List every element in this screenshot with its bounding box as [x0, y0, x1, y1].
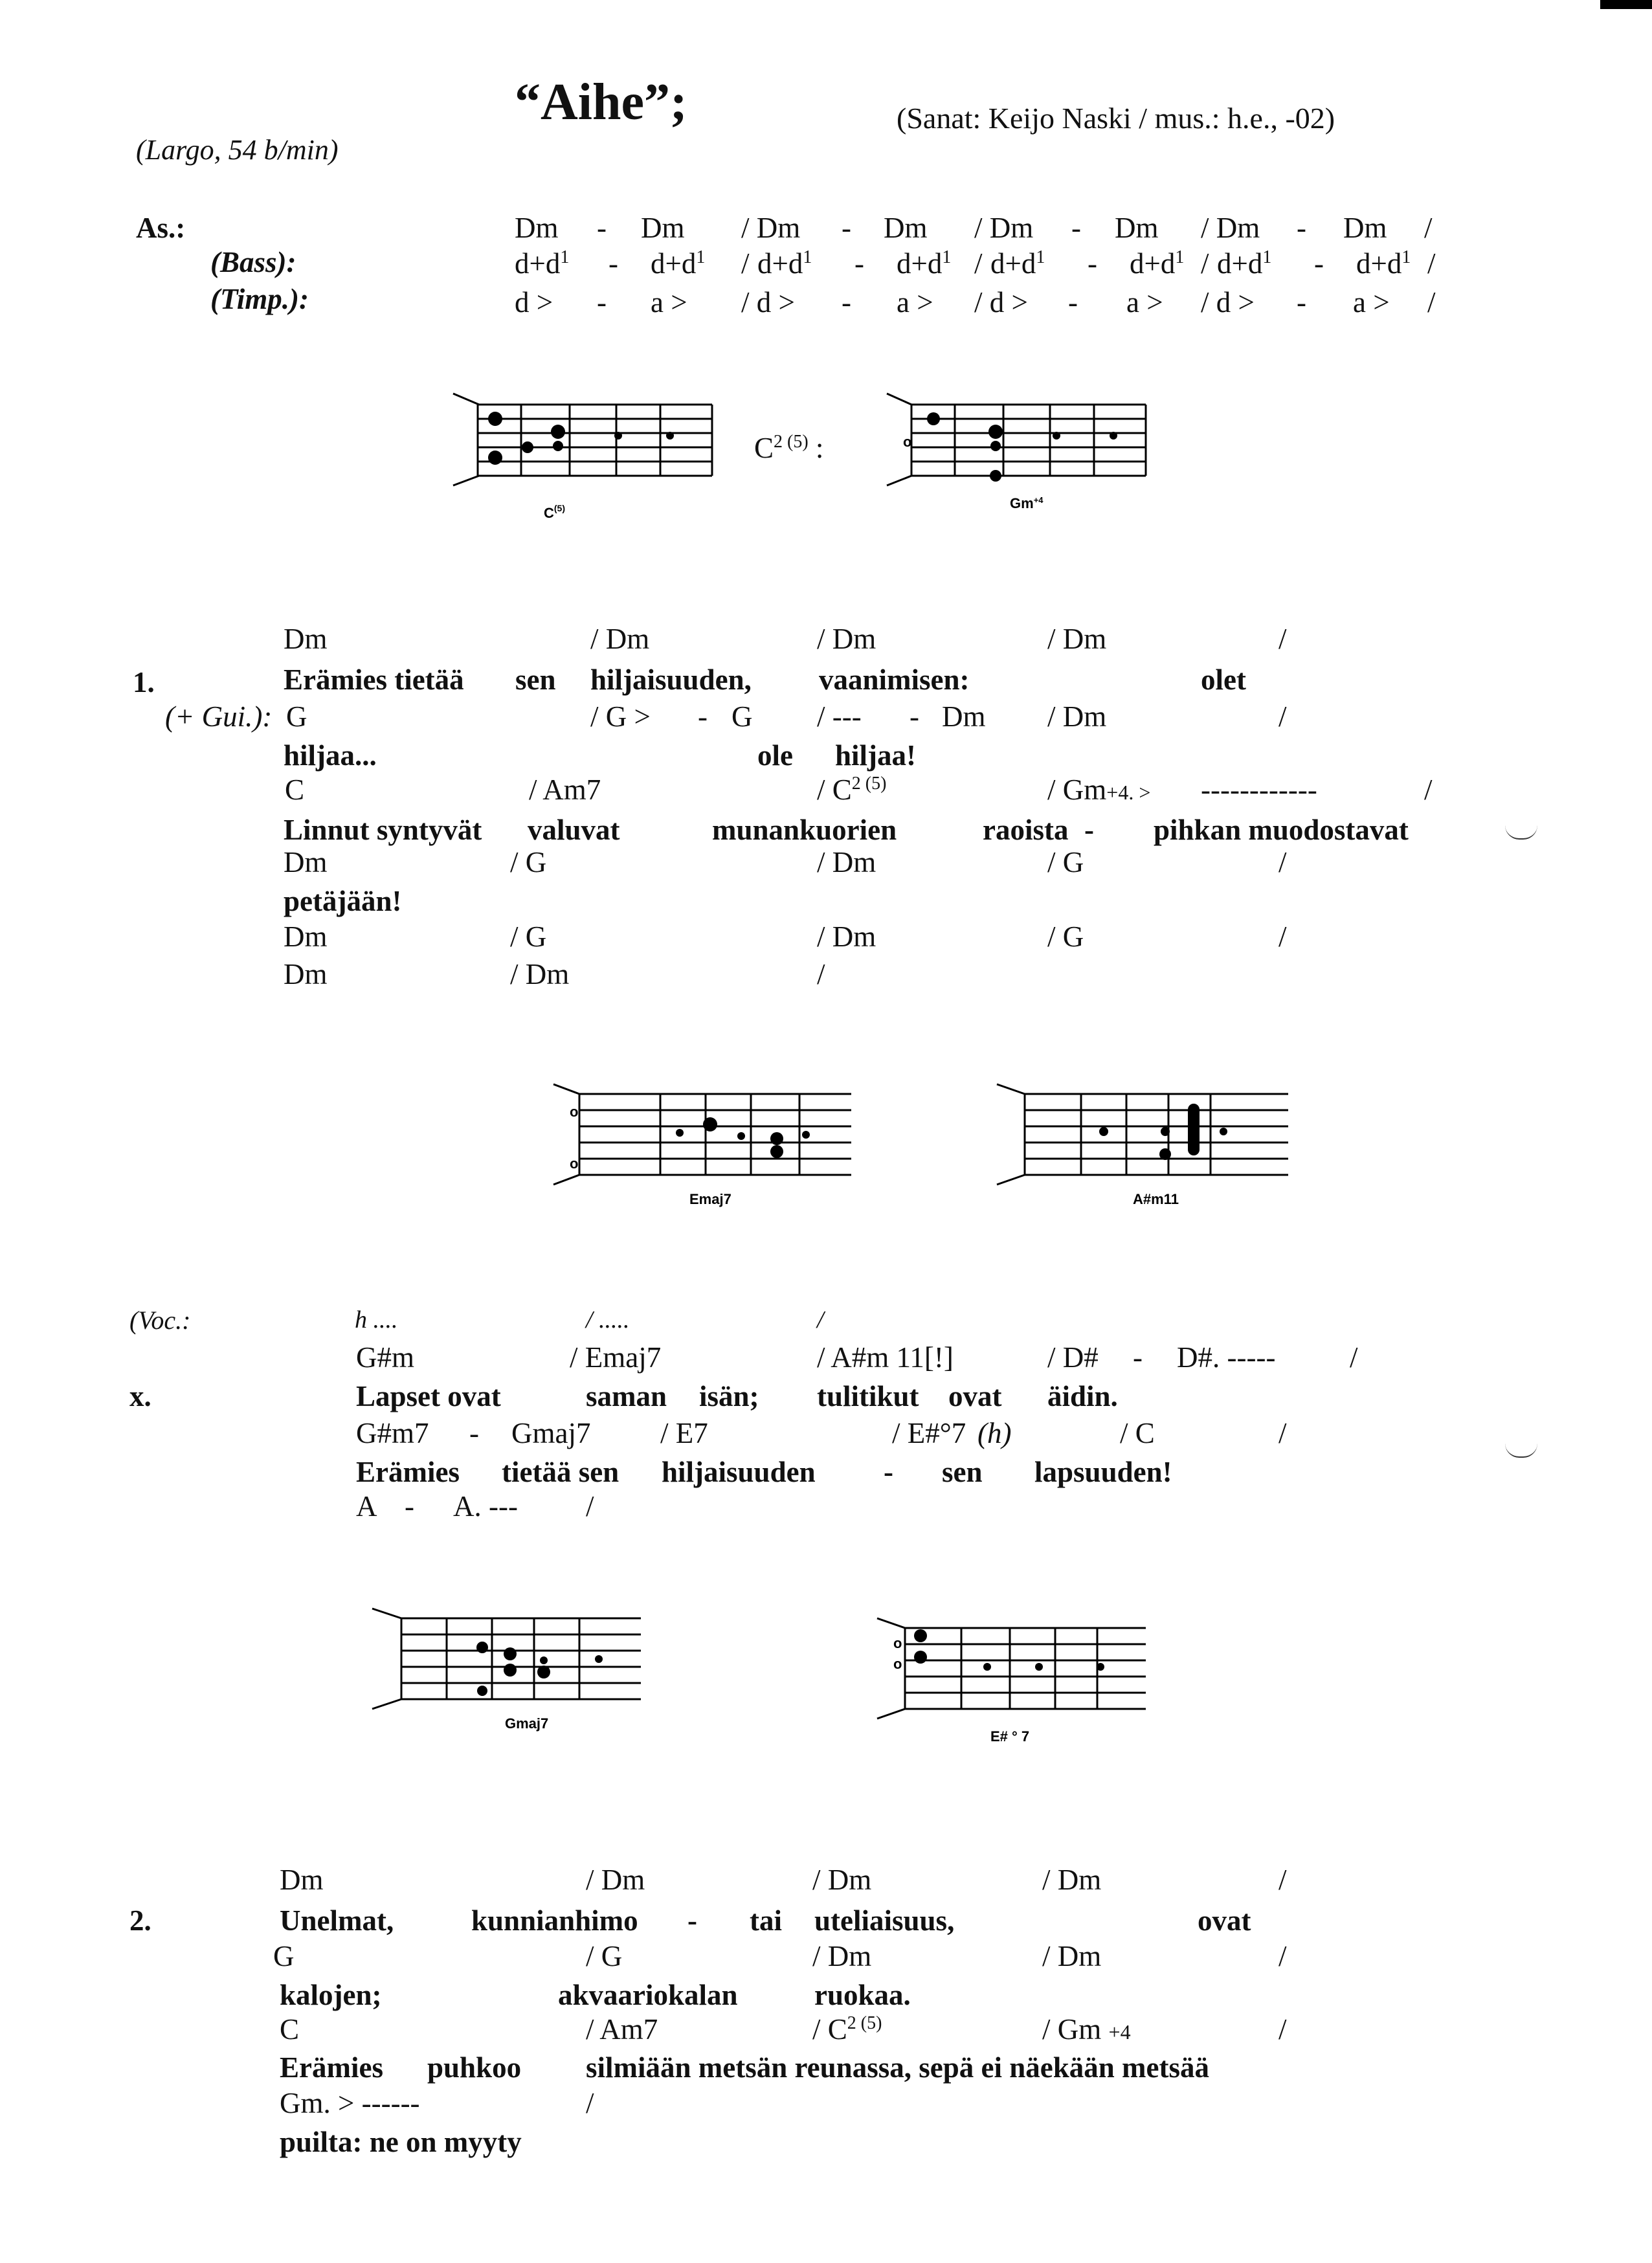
chord: Dm: [942, 700, 986, 733]
lyric: sen: [942, 1456, 983, 1488]
chord: / G >: [590, 700, 651, 733]
intro-label: As.:: [136, 212, 186, 244]
chord: / Dm: [974, 212, 1034, 244]
chord: /: [586, 1490, 594, 1522]
lyric: petäjään!: [284, 885, 402, 917]
diagram-label-gm4: $Gm^{+4}$: [1010, 495, 1044, 511]
chord: Dm: [280, 1864, 324, 1896]
timp-note: a >: [1353, 286, 1390, 318]
timp-note: a >: [1126, 286, 1163, 318]
chord: Dm: [1343, 212, 1387, 244]
lyric: pihkan muodostavat: [1154, 814, 1409, 846]
timp-sep: -: [597, 286, 607, 318]
timp-note: / d >: [974, 286, 1028, 318]
chord: / G: [1047, 920, 1084, 953]
lyric: uteliaisuus,: [814, 1904, 955, 1937]
song-sheet-page: “Aihe”; (Sanat: Keijo Naski / mus.: h.e., -02) (Largo, 54 b/min) As.: (Bass): (Timp.): Dm - Dm / Dm - Dm / Dm - Dm / Dm - Dm / $d+d^1$ - $d+d^1$ / $d+d^1$ - $d+d^1$ / $d+d^1$ - $d+d^1$ / $d+d^1$ - $d+d^1$ / d > - a > / d > - a > / d > - a > / d > - a > / $C^{(5)}$ $C^{2 (5)}$ : o $Gm^{+4}$ 1. (+ Gui.): Dm / Dm / Dm / Dm / Erämies tietää sen hiljaisuuden, vaanimisen: olet G / G > - G / --- - Dm / Dm / hiljaa... ole hiljaa! C / Am7 / $C^{2 (5)}$ / Gm+4. > ------------ / Linnut syntyvät valuvat munankuorien raoista - pihkan muodostavat Dm / G / Dm / G / petäjään! Dm / G / Dm / G / Dm / Dm / o o Emaj7 A#m11 (Voc.: h .... / ..... / G#m / Emaj7 / A#m 11[!] / D# - D#. ----- / x. Lapset ovat saman isän; tulitikut ovat äidin. G#m7 - Gmaj7 / E7 / E#°7 (h) / C / Erämies tietää sen hiljaisuuden - sen lapsuuden! A - A. --- / Gmaj7 o o E# ° 7 Dm / Dm / Dm / Dm / 2. Unelmat, kunnianhimo - tai uteliaisuus, ovat G / G / Dm / Dm / kalojen; akvaariokalan ruokaa. C / Am7 / $C^{2 (5)}$ / Gm +4 / Erämies puhkoo silmiään metsän reunassa, sepä ei näekään metsää Gm. > ------ / puilta: ne on myyty: [0, 0, 1652, 2263]
lyric: raoista: [983, 814, 1069, 846]
chord: / E#°7: [892, 1417, 966, 1449]
timp-note: / d >: [1201, 286, 1255, 318]
chord-diagram-gmaj7: [369, 1602, 660, 1745]
hum: h ....: [355, 1306, 398, 1333]
timp-note: /: [1427, 286, 1436, 318]
lyric: munankuorien: [712, 814, 897, 846]
bass-sep: -: [1314, 247, 1324, 280]
open-string-mark: o: [570, 1104, 579, 1120]
bass-sep: /: [741, 247, 750, 280]
bass-note: d+d: [897, 247, 943, 280]
lyric: Erämies: [356, 1456, 460, 1488]
hum: / .....: [586, 1306, 630, 1333]
lyric: hiljaa!: [835, 739, 917, 772]
bass-note: d+d: [515, 247, 561, 280]
continuation-mark: [1505, 825, 1537, 840]
chord: / C: [1120, 1417, 1155, 1449]
lyric: sen: [515, 663, 556, 696]
chord-hold: ------------: [1201, 774, 1317, 806]
chord: / D#: [1047, 1341, 1099, 1374]
chord: Gm. > ------: [280, 2087, 420, 2119]
chord: G: [731, 700, 753, 733]
bass-sep: -: [608, 247, 618, 280]
timp-label: (Timp.):: [210, 283, 309, 315]
chord: /: [817, 958, 825, 990]
bass-sep: -: [1088, 247, 1097, 280]
continuation-mark: [1505, 1444, 1537, 1458]
chord: / Dm: [590, 623, 650, 655]
credits: (Sanat: Keijo Naski / mus.: h.e., -02): [897, 102, 1335, 135]
lyric: Unelmat,: [280, 1904, 394, 1937]
chord: / Dm: [817, 920, 876, 953]
chord-diagram-emaj7: [550, 1078, 861, 1220]
chord: Dm: [641, 212, 685, 244]
lyric: tietää sen: [502, 1456, 620, 1488]
chord: / Dm: [1047, 623, 1107, 655]
lyric: puhkoo: [427, 2051, 522, 2084]
bass-note: d+d: [990, 247, 1036, 280]
diagram-label-asm11: A#m11: [1133, 1191, 1179, 1207]
chord: / Dm: [510, 958, 570, 990]
bass-sep: -: [854, 247, 864, 280]
diagram-label-c-small: $C^{(5)}$: [544, 503, 566, 521]
chord: G: [286, 700, 307, 733]
lyric: hiljaisuuden,: [590, 663, 752, 696]
vocal-label: (Voc.:: [129, 1306, 191, 1335]
chord: Dm: [515, 212, 559, 244]
chord: / ---: [817, 700, 862, 733]
chord: / Am7: [586, 2013, 658, 2046]
chord: C: [285, 774, 305, 806]
chord: Dm: [284, 920, 328, 953]
chord-diagram-c2-5: [447, 388, 719, 537]
lyric: hiljaa...: [284, 739, 377, 772]
chord: Dm: [284, 623, 328, 655]
bass-sep: /: [1427, 247, 1436, 280]
timp-sep: -: [1068, 286, 1078, 318]
chord: /: [1278, 623, 1287, 655]
hum: /: [817, 1306, 824, 1333]
chord-diagram-asm11: [994, 1078, 1298, 1220]
chord-gm4: / Gm +4: [1042, 2013, 1131, 2046]
chord-sep: -: [698, 700, 708, 733]
chord: G#m7: [356, 1417, 429, 1449]
lyric: vaanimisen:: [819, 663, 970, 696]
open-string-mark: o: [893, 1656, 902, 1672]
lyric: saman: [586, 1380, 667, 1412]
open-string-mark: o: [893, 1635, 902, 1651]
verse1-number: 1.: [133, 666, 155, 698]
bass-sep: /: [1201, 247, 1209, 280]
chord: A: [356, 1490, 377, 1522]
chord: A. ---: [453, 1490, 518, 1522]
open-string-mark: o: [570, 1155, 579, 1172]
diagram-label-es7: E# ° 7: [990, 1728, 1030, 1745]
bass-sep: /: [974, 247, 983, 280]
timp-sep: -: [1297, 286, 1306, 318]
timp-note: / d >: [741, 286, 795, 318]
lyric: hiljaisuuden: [662, 1456, 816, 1488]
chord: / Dm: [741, 212, 801, 244]
chord: /: [586, 2087, 594, 2119]
chord: D#. -----: [1177, 1341, 1276, 1374]
lyric: silmiään metsän reunassa, sepä ei näekään metsää: [586, 2051, 1209, 2084]
chord: / A#m 11[!]: [817, 1341, 954, 1374]
chord-sep: -: [1133, 1341, 1143, 1374]
bass-note: d+d: [1356, 247, 1402, 280]
verse2-number: 2.: [129, 1904, 151, 1937]
bass-note: d+d: [651, 247, 697, 280]
chord-sep: -: [842, 212, 851, 244]
chord: / G: [510, 846, 547, 878]
lyric: -: [884, 1456, 893, 1488]
lyric: tulitikut: [817, 1380, 919, 1412]
chord: Dm: [284, 846, 328, 878]
lyric: kalojen;: [280, 1979, 382, 2011]
chord: /: [1278, 1864, 1287, 1896]
chord-sep: -: [1071, 212, 1081, 244]
chord: /: [1424, 774, 1433, 806]
chord: / Dm: [586, 1864, 645, 1896]
guitar-label: (+ Gui.):: [165, 700, 273, 733]
chord: / Dm: [812, 1864, 872, 1896]
bridge-number: x.: [129, 1380, 151, 1412]
diagram-label-emaj7: Emaj7: [689, 1191, 731, 1207]
chord: / Dm: [1042, 1864, 1102, 1896]
lyric: olet: [1201, 663, 1246, 696]
chord: G#m: [356, 1341, 414, 1374]
chord: Dm: [284, 958, 328, 990]
lyric: Erämies tietää: [284, 663, 464, 696]
lyric: -: [687, 1904, 697, 1937]
lyric: puilta: ne on myyty: [280, 2126, 522, 2158]
lyric: ovat: [948, 1380, 1002, 1412]
chord: / Emaj7: [570, 1341, 662, 1374]
chord-sep: -: [910, 700, 919, 733]
timp-sep: -: [842, 286, 851, 318]
bass-note: d+d: [1130, 247, 1176, 280]
chord: /: [1278, 846, 1287, 878]
lyric: Erämies: [280, 2051, 383, 2084]
c25-label: $C^{2 (5)}$ :: [754, 432, 824, 464]
lyric: Lapset ovat: [356, 1380, 501, 1412]
timp-note: a >: [651, 286, 687, 318]
chord-diagram-gm4: [880, 388, 1152, 518]
chord: G: [273, 1940, 295, 1972]
lyric: ole: [757, 739, 793, 772]
chord: / Dm: [1047, 700, 1107, 733]
chord-hum: (h): [977, 1417, 1012, 1449]
chord: / G: [586, 1940, 623, 1972]
chord-gm4: / Gm+4. >: [1047, 774, 1151, 806]
chord: / Dm: [817, 846, 876, 878]
bass-note: d+d: [1217, 247, 1263, 280]
chord-sep: -: [405, 1490, 414, 1522]
song-title: “Aihe”;: [515, 74, 687, 131]
chord: /: [1278, 1940, 1287, 1972]
chord: Gmaj7: [511, 1417, 591, 1449]
chord: / Dm: [1042, 1940, 1102, 1972]
chord-c25: / $C^{2 (5)}$: [812, 2013, 882, 2046]
chord: Dm: [1115, 212, 1159, 244]
chord-sep: -: [469, 1417, 479, 1449]
chord: / G: [1047, 846, 1084, 878]
chord: / E7: [660, 1417, 708, 1449]
chord: / Dm: [812, 1940, 872, 1972]
lyric: -: [1084, 814, 1094, 846]
chord-diagram-es7: [874, 1612, 1172, 1754]
lyric: valuvat: [528, 814, 620, 846]
lyric: ovat: [1198, 1904, 1251, 1937]
chord: /: [1278, 1417, 1287, 1449]
chord: / Dm: [817, 623, 876, 655]
lyric: tai: [750, 1904, 782, 1937]
open-string-mark: o: [903, 434, 912, 450]
chord: /: [1424, 212, 1433, 244]
lyric: Linnut syntyvät: [284, 814, 482, 846]
diagram-label-gmaj7: Gmaj7: [505, 1715, 549, 1732]
chord: Dm: [884, 212, 928, 244]
chord: /: [1278, 700, 1287, 733]
corner-mark: [1600, 0, 1652, 9]
chord: / G: [510, 920, 547, 953]
bass-label: (Bass):: [210, 246, 296, 278]
lyric: kunnianhimo: [471, 1904, 638, 1937]
chord: /: [1350, 1341, 1358, 1374]
lyric: akvaariokalan: [558, 1979, 738, 2011]
chord-sep: -: [1297, 212, 1306, 244]
lyric: äidin.: [1047, 1380, 1118, 1412]
lyric: isän;: [699, 1380, 759, 1412]
chord: /: [1278, 2013, 1287, 2046]
timp-note: d >: [515, 286, 553, 318]
chord: / Dm: [1201, 212, 1260, 244]
chord-sep: -: [597, 212, 607, 244]
bass-note: d+d: [757, 247, 803, 280]
lyric: lapsuuden!: [1034, 1456, 1172, 1488]
chord: /: [1278, 920, 1287, 953]
tempo-marking: (Largo, 54 b/min): [136, 134, 339, 166]
lyric: ruokaa.: [814, 1979, 911, 2011]
chord-c25: / $C^{2 (5)}$: [817, 774, 887, 806]
chord: C: [280, 2013, 300, 2046]
timp-note: a >: [897, 286, 933, 318]
chord: / Am7: [529, 774, 601, 806]
